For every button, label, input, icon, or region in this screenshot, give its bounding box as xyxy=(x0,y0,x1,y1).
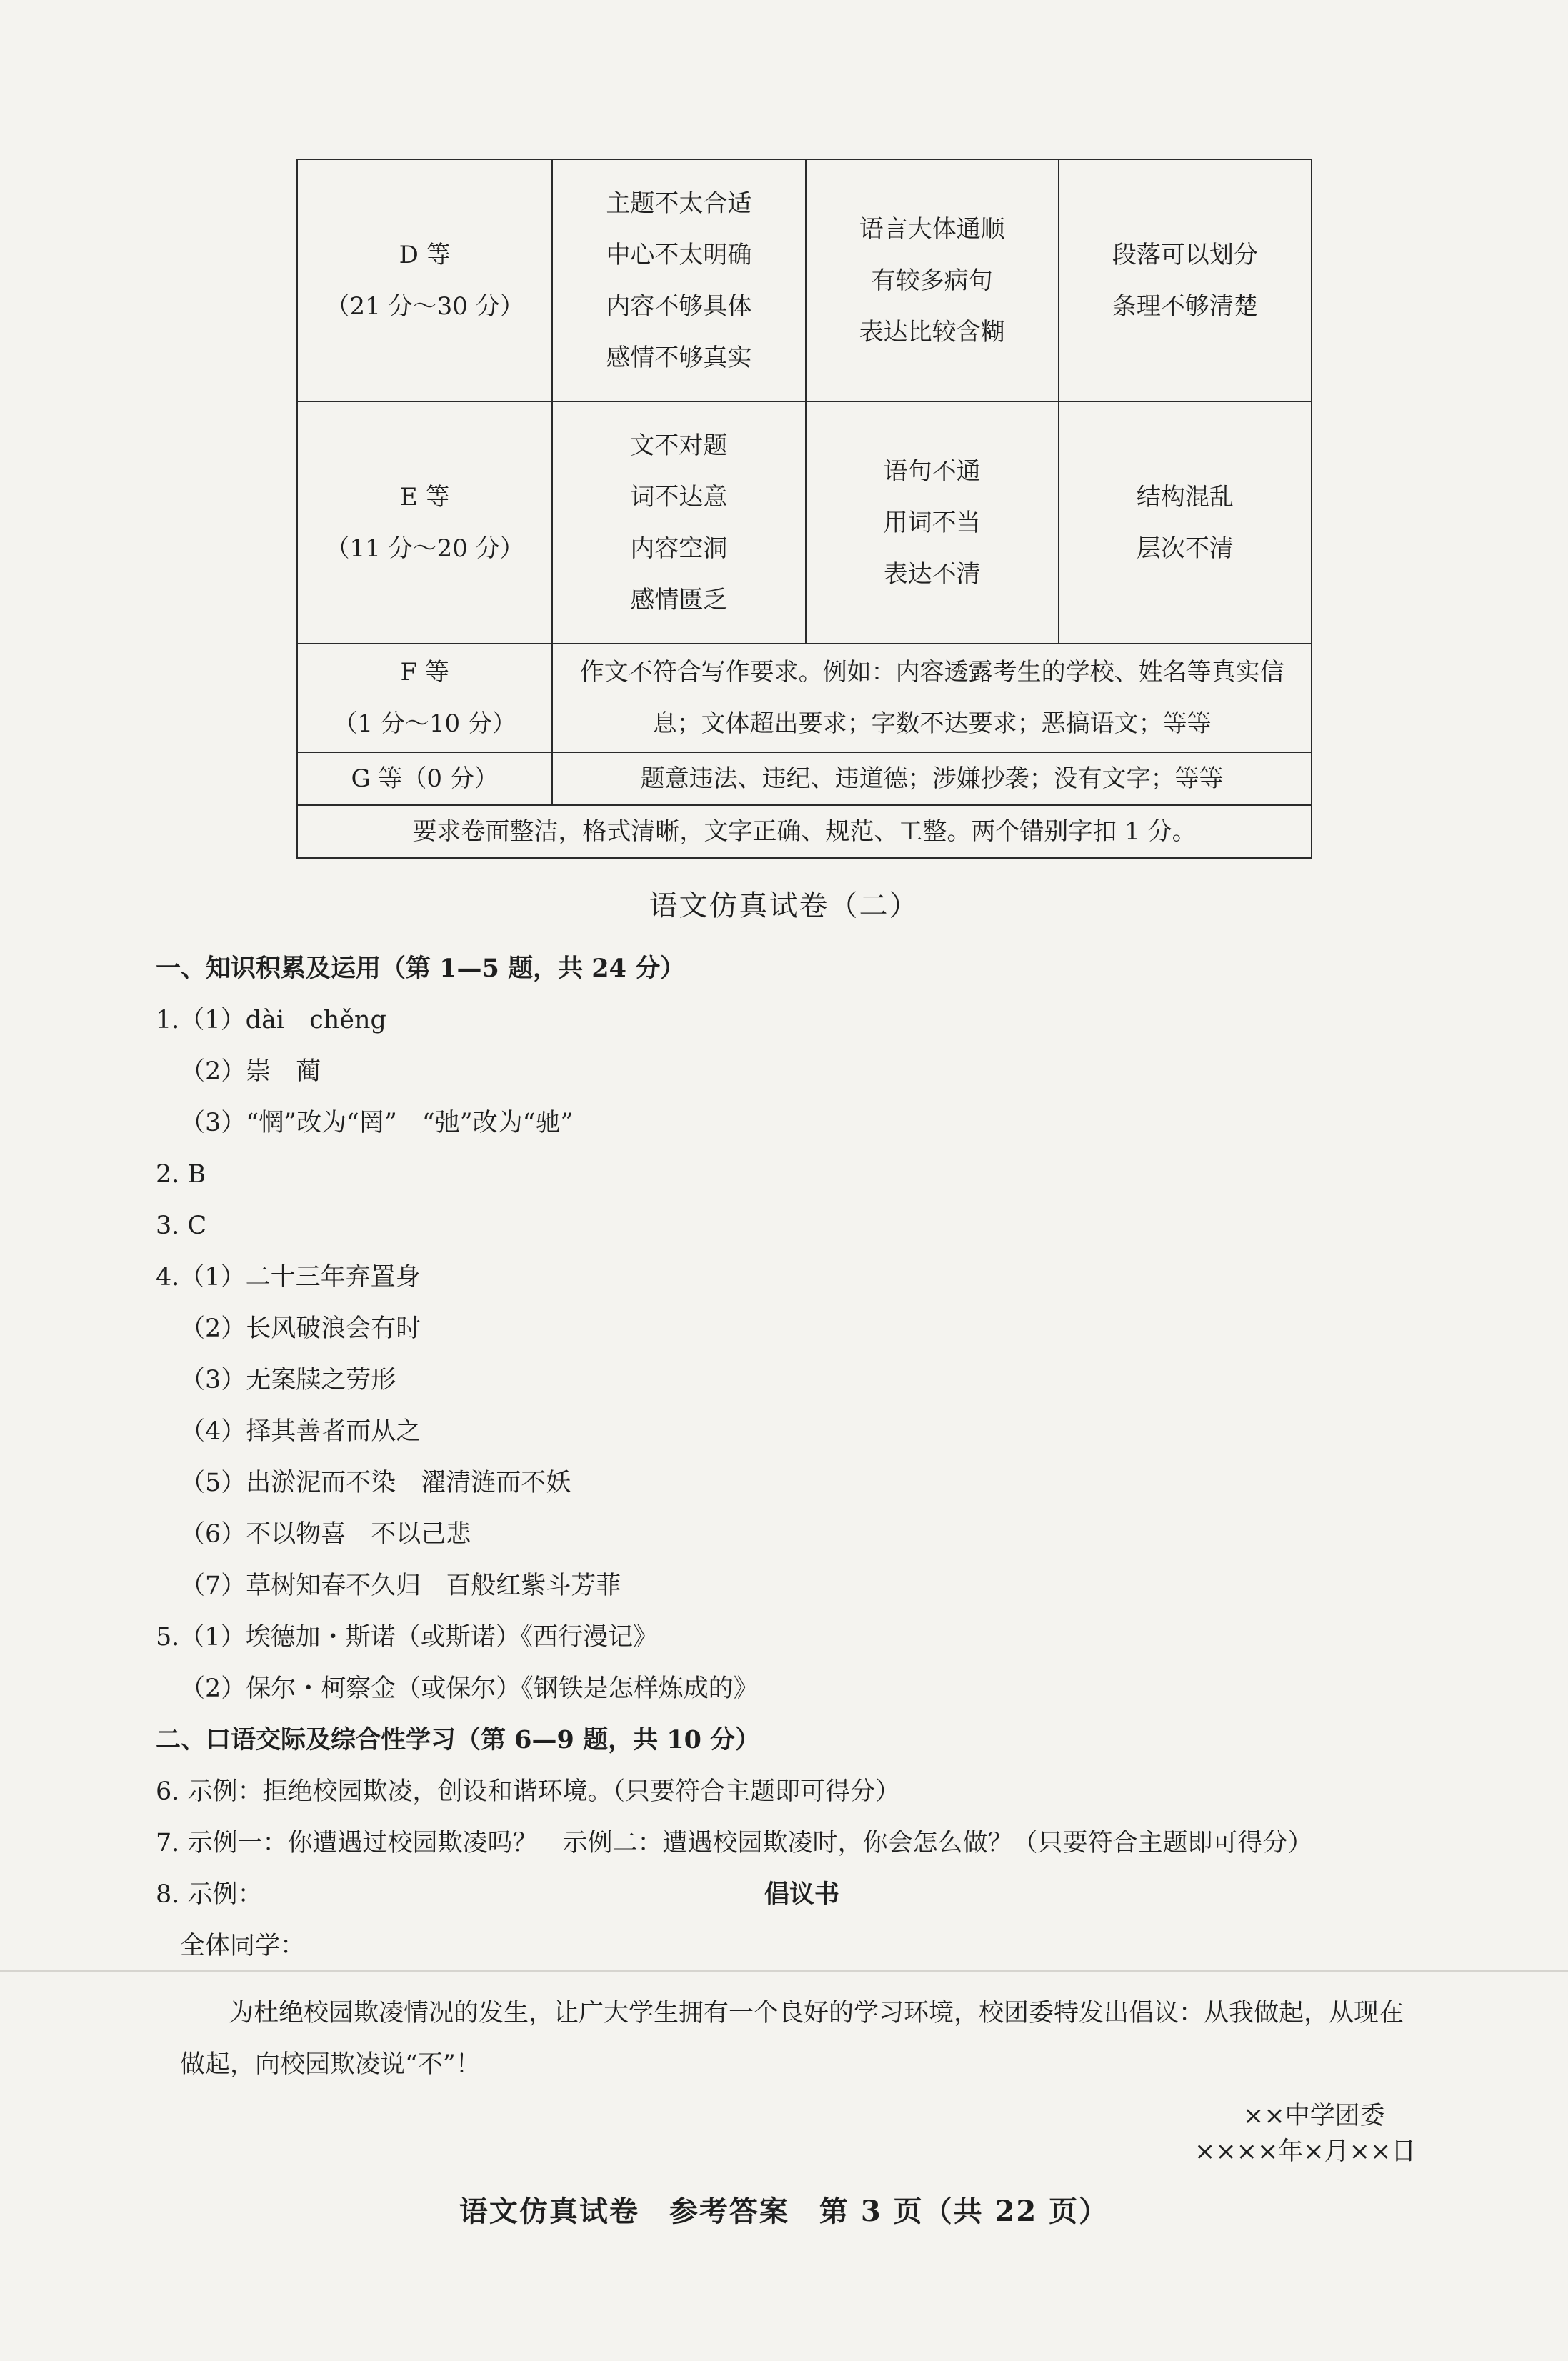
q8-label: 8. 示例： xyxy=(156,1880,263,1909)
answer-line: （7）草树知春不久归 百般红紫斗芳菲 xyxy=(180,1572,621,1600)
answer-line: 4.（1）二十三年弃置身 xyxy=(156,1263,421,1292)
criterion: 结构混乱 xyxy=(1136,482,1234,511)
answer-line: （2）保尔・柯察金（或保尔）《钢铁是怎样炼成的》 xyxy=(180,1674,759,1703)
table-row-d xyxy=(297,159,1312,401)
page-footer: 语文仿真试卷 参考答案 第 3 页（共 22 页） xyxy=(459,2195,1109,2228)
criterion: 有较多病句 xyxy=(871,266,993,295)
criterion: 中心不太明确 xyxy=(606,240,752,269)
criterion: 文不对题 xyxy=(630,431,728,460)
answer-line: 5.（1）埃德加・斯诺（或斯诺）《西行漫记》 xyxy=(156,1623,659,1652)
requirement-note: 要求卷面整洁，格式清晰，文字正确、规范、工整。两个错别字扣 1 分。 xyxy=(297,805,1312,858)
table-row-requirement xyxy=(297,805,1312,858)
f-note: 作文不符合写作要求。例如：内容透露考生的学校、姓名等真实信息；文体超出要求；字数不达要求；恶搞语文；等等 xyxy=(552,644,1312,752)
grade-label: E 等 xyxy=(399,482,450,511)
criterion: 用词不当 xyxy=(883,508,981,537)
criterion: 感情匮乏 xyxy=(630,585,728,614)
table-row-f xyxy=(297,644,1312,752)
answer-line: 6. 示例：拒绝校园欺凌，创设和谐环境。（只要符合主题即可得分） xyxy=(156,1777,901,1806)
criterion: 段落可以划分 xyxy=(1112,240,1258,269)
answer-line: （4）择其善者而从之 xyxy=(180,1417,421,1446)
table-row-g xyxy=(297,752,1312,805)
answer-line: （3）“惘”改为“罔” “弛”改为“驰” xyxy=(180,1109,574,1137)
criterion: 条理不够清楚 xyxy=(1112,291,1258,321)
proposal-signature: ××中学团委 xyxy=(1243,2102,1385,2130)
grade-range: （21 分～30 分） xyxy=(325,291,524,321)
proposal-title: 倡议书 xyxy=(764,1880,840,1909)
criterion: 表达不清 xyxy=(883,559,981,589)
answer-line: （3）无案牍之劳形 xyxy=(180,1366,396,1394)
answer-line: （2）崇 蔺 xyxy=(180,1057,321,1086)
proposal-salutation: 全体同学： xyxy=(180,1932,306,1960)
content-cell-d xyxy=(552,159,805,401)
divider xyxy=(0,1970,1568,1972)
structure-cell-d xyxy=(1059,159,1312,401)
criterion: 主题不太合适 xyxy=(606,189,752,218)
criterion: 语言大体通顺 xyxy=(859,214,1005,244)
criterion: 内容空洞 xyxy=(630,534,728,563)
grade-cell-g: G 等（0 分） xyxy=(297,752,552,805)
grade-cell-f xyxy=(297,644,552,752)
answer-line: （2）长风破浪会有时 xyxy=(180,1314,421,1343)
proposal-body-line: 为杜绝校园欺凌情况的发生，让广大学生拥有一个良好的学习环境，校团委特发出倡议：从我做起，从现在 xyxy=(229,1999,1404,2027)
grade-range: （1 分～10 分） xyxy=(333,709,516,738)
criterion: 语句不通 xyxy=(883,456,981,486)
answer-line: 7. 示例一：你遭遇过校园欺凌吗？ 示例二：遭遇校园欺凌时，你会怎么做？（只要符合主题即可得分） xyxy=(156,1829,1313,1857)
criterion: 内容不够具体 xyxy=(606,291,752,321)
answer-line: （5）出淤泥而不染 濯清涟而不妖 xyxy=(180,1469,571,1497)
grading-table xyxy=(296,159,1312,859)
proposal-body-line: 做起，向校园欺凌说“不”！ xyxy=(180,2050,481,2079)
criterion: 层次不清 xyxy=(1136,534,1234,563)
criterion: 词不达意 xyxy=(630,482,728,511)
content-cell-e xyxy=(552,401,805,644)
answer-line: （6）不以物喜 不以己悲 xyxy=(180,1520,471,1549)
grade-cell-e xyxy=(297,401,552,644)
grade-label: F 等 xyxy=(400,658,449,687)
proposal-date: ××××年×月××日 xyxy=(1194,2137,1417,2166)
section-title: 语文仿真试卷（二） xyxy=(649,889,919,922)
answer-line: 2. B xyxy=(156,1160,206,1189)
part-two-heading: 二、口语交际及综合性学习（第 6—9 题，共 10 分） xyxy=(156,1725,761,1754)
language-cell-e xyxy=(806,401,1059,644)
table-row-e xyxy=(297,401,1312,644)
answer-line: 3. C xyxy=(156,1212,207,1240)
answer-line: 1.（1）dài chěng xyxy=(156,1006,386,1034)
g-note: 题意违法、违纪、违道德；涉嫌抄袭；没有文字；等等 xyxy=(552,752,1312,805)
grade-range: （11 分～20 分） xyxy=(325,534,524,563)
grade-cell-d xyxy=(297,159,552,401)
structure-cell-e xyxy=(1059,401,1312,644)
criterion: 表达比较含糊 xyxy=(859,317,1005,346)
part-one-heading: 一、知识积累及运用（第 1—5 题，共 24 分） xyxy=(156,954,686,983)
criterion: 感情不够真实 xyxy=(606,343,752,372)
language-cell-d xyxy=(806,159,1059,401)
grade-label: D 等 xyxy=(399,240,451,269)
